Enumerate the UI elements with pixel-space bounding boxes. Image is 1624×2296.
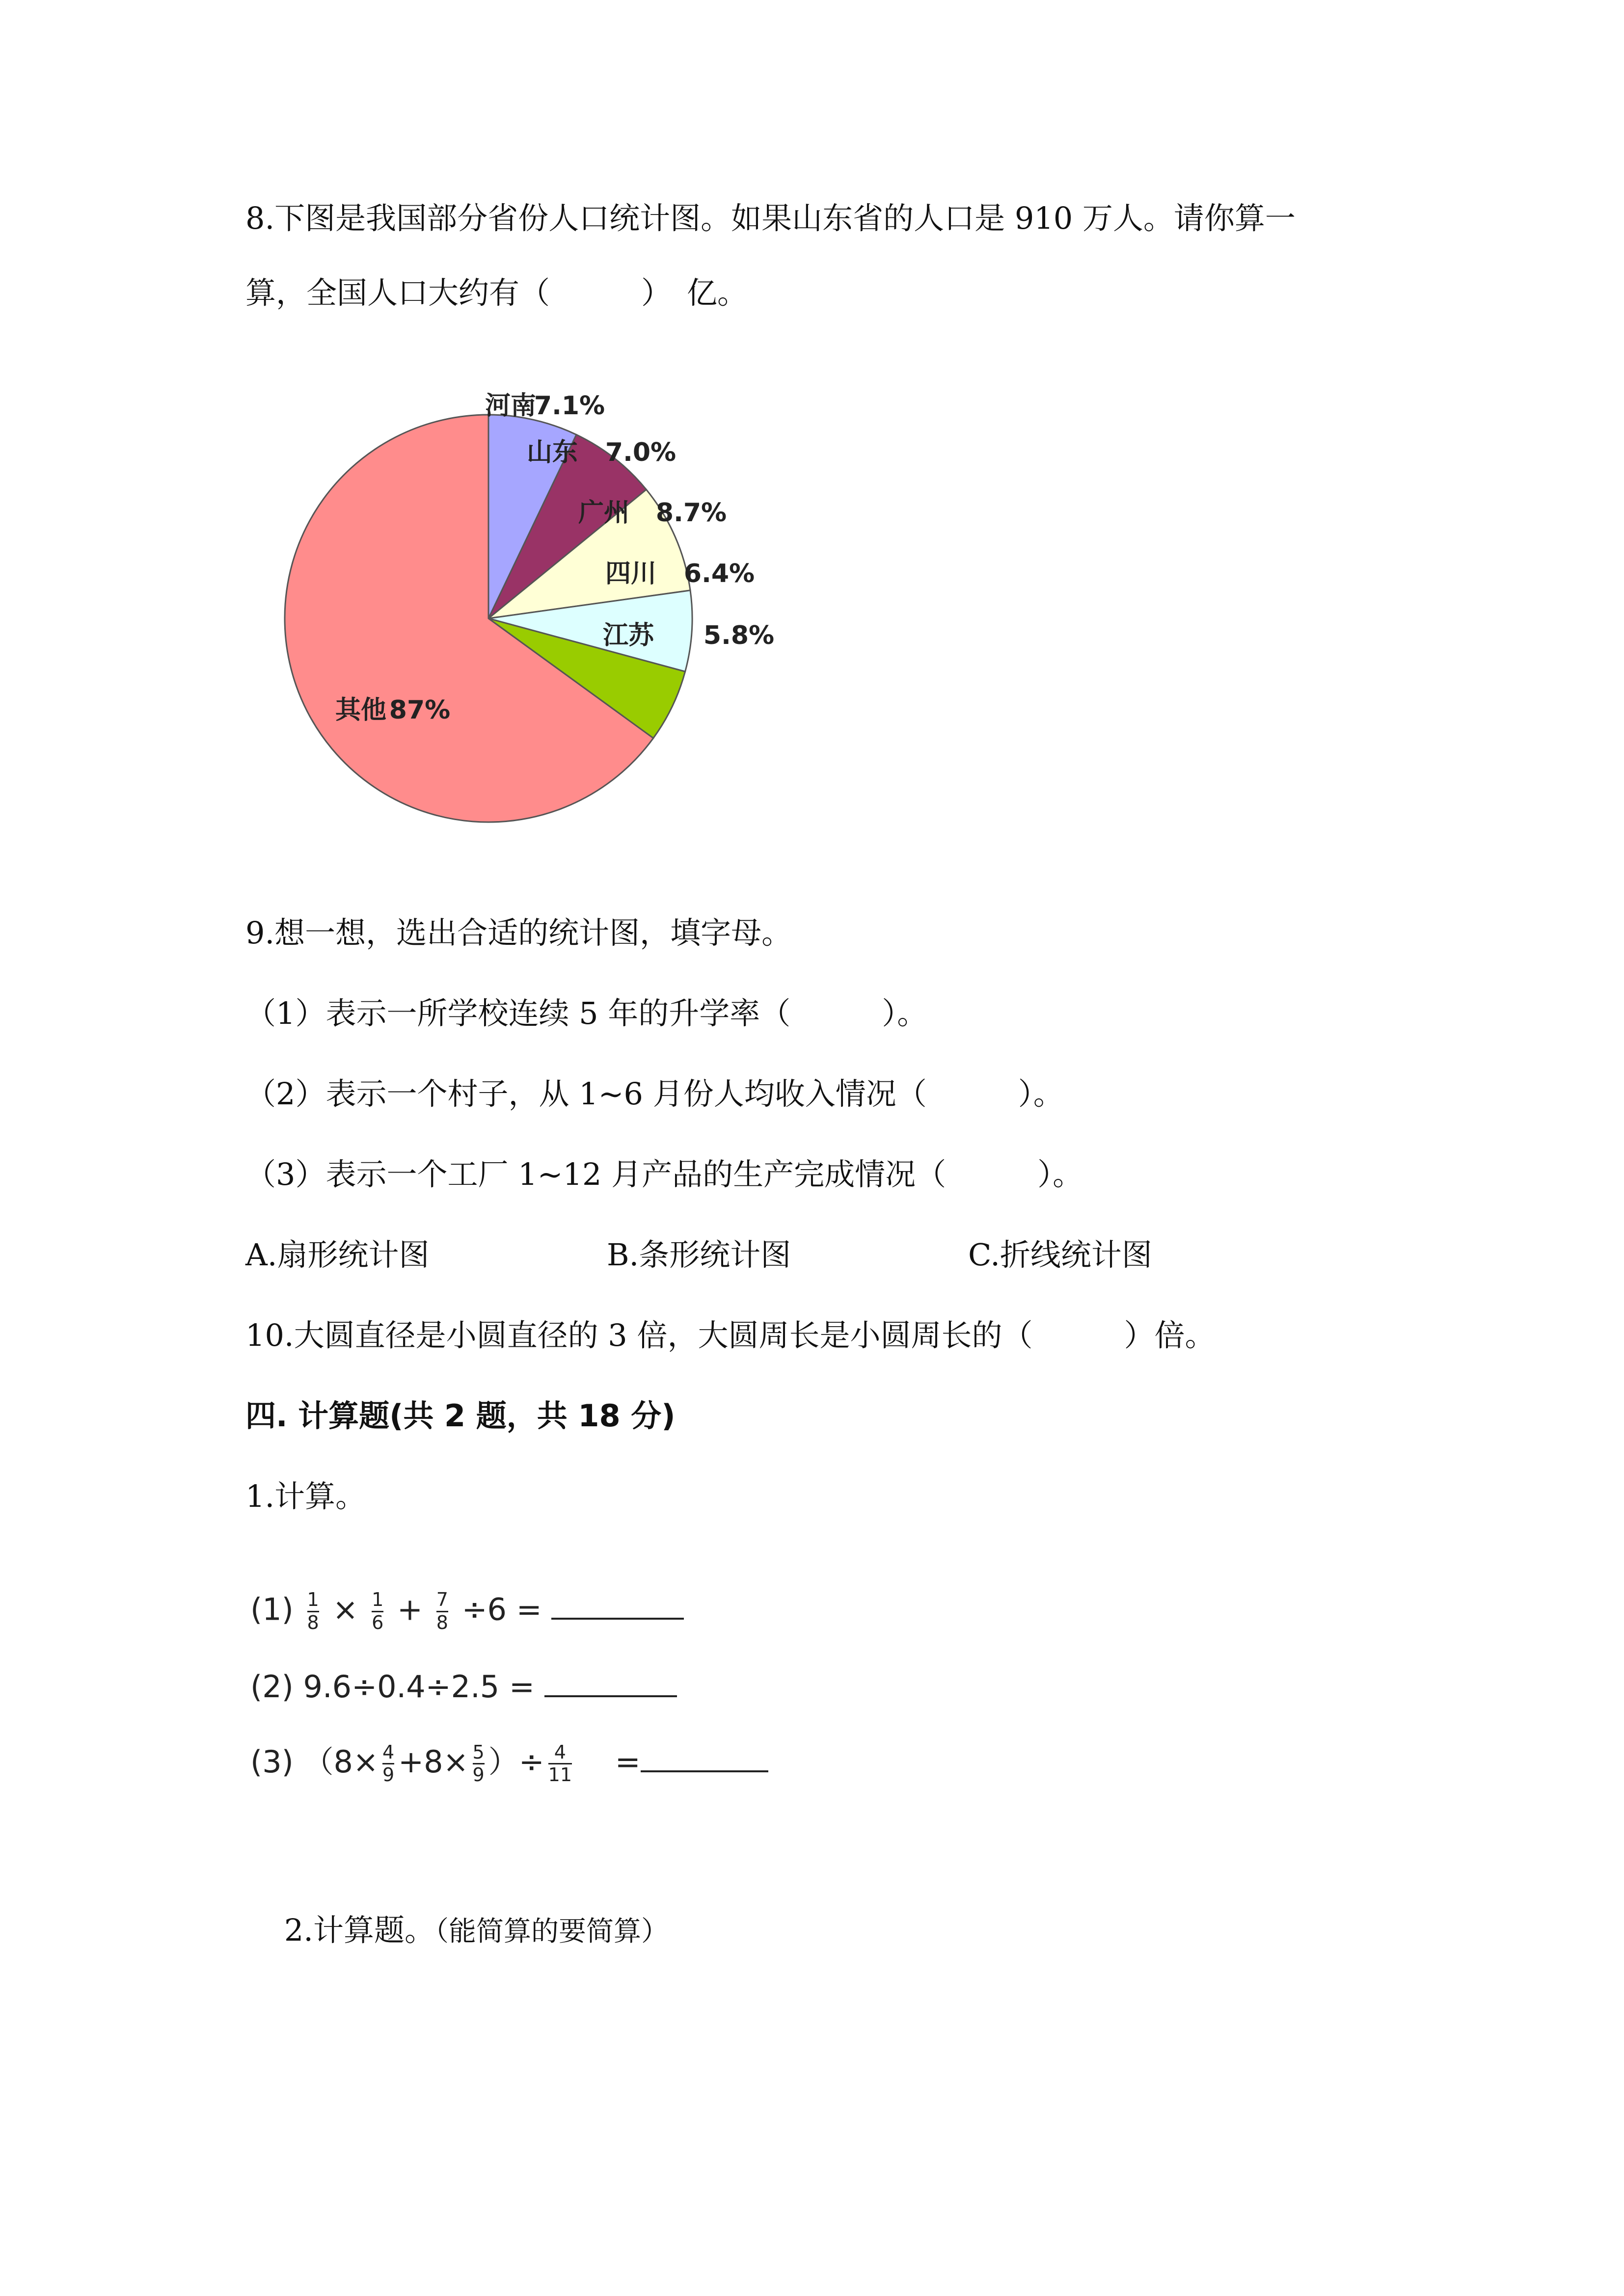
answer-blank[interactable]: [641, 1770, 768, 1772]
calc1-title: 1.计算。: [245, 1478, 366, 1514]
fraction: $\frac{4}{11}$: [548, 1741, 572, 1786]
fraction: $\frac{1}{8}$: [307, 1589, 319, 1633]
q9-option-a: A.扇形统计图: [245, 1237, 430, 1273]
calc1-problem-3: (3) （8× $\frac{4}{9}$ +8× $\frac{5}{9}$ ）÷ $\frac{4}{11}$ =: [250, 1737, 768, 1785]
fraction: $\frac{1}{6}$: [372, 1589, 384, 1633]
pie-value-6: 87%: [389, 695, 451, 725]
calc2-title: 2.计算题。（能简算的要简算）: [284, 1912, 669, 1948]
fraction: $\frac{7}{8}$: [436, 1589, 448, 1633]
pie-label-6: 其他: [335, 695, 387, 725]
pie-label-3: 广州: [578, 498, 630, 528]
pie-value-5: 5.8%: [703, 621, 775, 650]
answer-blank[interactable]: [544, 1695, 677, 1697]
q9-item-2: （2）表示一个村子，从 1~6 月份人均收入情况（ ）。: [245, 1076, 1064, 1112]
pie-value-1: 7.1%: [534, 391, 605, 421]
pie-label-1: 河南: [485, 391, 537, 421]
pie-value-2: 7.0%: [605, 438, 677, 467]
q10-text: 10.大圆直径是小圆直径的 3 倍，大圆周长是小圆周长的（ ）倍。: [245, 1317, 1216, 1353]
q8-line2: 算，全国人口大约有（ ） 亿。: [245, 275, 748, 311]
q9-option-c: C.折线统计图: [968, 1237, 1152, 1273]
pie-value-4: 6.4%: [683, 559, 755, 588]
calc1-problem-2: (2) 9.6÷0.4÷2.5 =: [250, 1669, 677, 1705]
fraction: $\frac{5}{9}$: [472, 1741, 485, 1786]
q8-line1: 8.下图是我国部分省份人口统计图。如果山东省的人口是 910 万人。请你算一: [245, 200, 1296, 236]
q9-item-1: （1）表示一所学校连续 5 年的升学率（ ）。: [245, 995, 928, 1031]
pie-value-3: 8.7%: [655, 498, 727, 528]
q9-option-b: B.条形统计图: [607, 1237, 791, 1273]
fraction: $\frac{4}{9}$: [382, 1741, 395, 1786]
section-4-heading: 四. 计算题(共 2 题，共 18 分): [245, 1398, 676, 1434]
q9-title: 9.想一想，选出合适的统计图，填字母。: [245, 915, 792, 951]
pie-label-2: 山东: [526, 438, 578, 467]
q9-item-3: （3）表示一个工厂 1~12 月产品的生产完成情况（ ）。: [245, 1156, 1083, 1192]
calc1-problem-1: (1) $\frac{1}{8}$ × $\frac{1}{6}$ + $\frac{7}{8}$ ÷6 =: [250, 1590, 684, 1633]
pie-label-4: 四川: [605, 559, 657, 588]
population-pie-chart: [255, 373, 874, 844]
answer-blank[interactable]: [551, 1618, 684, 1620]
pie-label-5: 江苏: [602, 621, 654, 650]
